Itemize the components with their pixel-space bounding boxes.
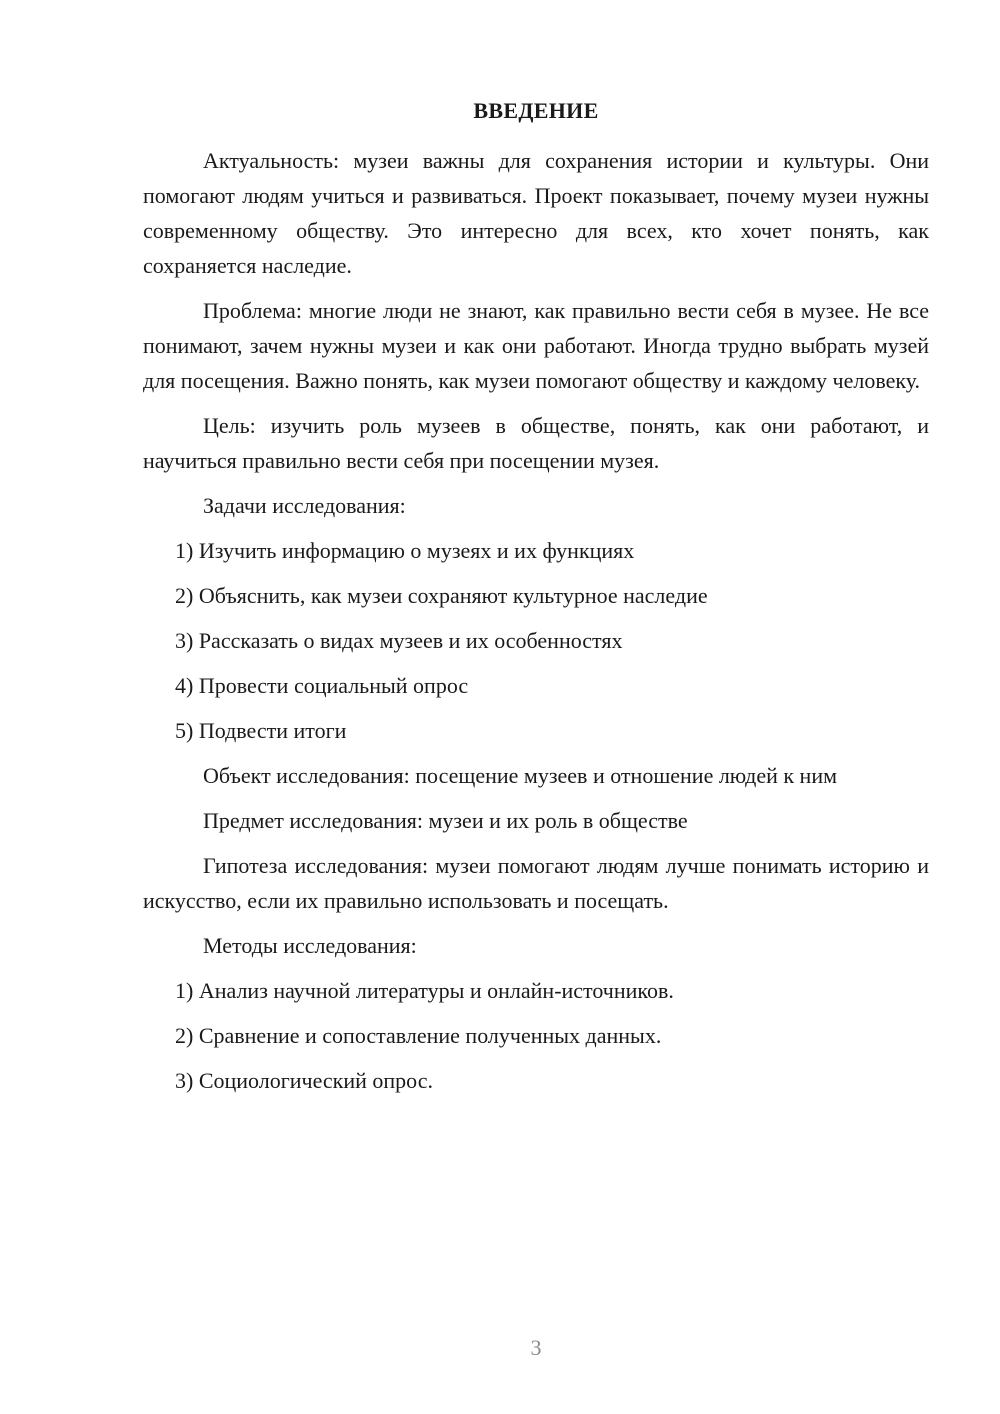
- list-item: 1) Анализ научной литературы и онлайн-источников.: [175, 978, 674, 1003]
- problem-paragraph: Проблема: многие люди не знают, как правильно вести себя в музее. Не все понимают, зачем нужны музеи и как они работают. Иногда трудно выбрать музей для посещения. Важно понять, как музеи помогают обществу и каждому человеку.: [143, 298, 929, 393]
- list-item: 4) Провести социальный опрос: [175, 673, 469, 698]
- object-paragraph: Объект исследования: посещение музеев и отношение людей к ним: [203, 763, 838, 788]
- list-item: 5) Подвести итоги: [175, 718, 347, 743]
- document-page: [143, 0, 929, 1414]
- list-item: 2) Сравнение и сопоставление полученных данных.: [175, 1023, 662, 1048]
- list-item: 3) Рассказать о видах музеев и их особенностях: [175, 628, 623, 653]
- tasks-list: [143, 533, 929, 748]
- document-body: [143, 143, 929, 1108]
- methods-title: Методы исследования:: [203, 933, 417, 958]
- page-title: ВВЕДЕНИЕ: [473, 98, 599, 123]
- tasks-title: Задачи исследования:: [203, 493, 406, 518]
- methods-list: [143, 973, 929, 1098]
- list-item: 3) Социологический опрос.: [175, 1068, 433, 1093]
- hypothesis-paragraph: Гипотеза исследования: музеи помогают людям лучше понимать историю и искусство, если их правильно использовать и посещать.: [143, 853, 929, 913]
- list-item: 2) Объяснить, как музеи сохраняют культурное наследие: [175, 583, 708, 608]
- subject-paragraph: Предмет исследования: музеи и их роль в обществе: [203, 808, 688, 833]
- goal-paragraph: Цель: изучить роль музеев в обществе, понять, как они работают, и научиться правильно вести себя при посещении музея.: [143, 413, 929, 473]
- list-item: 1) Изучить информацию о музеях и их функциях: [175, 538, 635, 563]
- relevance-paragraph: Актуальность: музеи важны для сохранения истории и культуры. Они помогают людям учиться и развиваться. Проект показывает, почему музеи нужны современному обществу. Это интересно для всех, кто хочет понять, как сохраняется наследие.: [143, 148, 929, 278]
- page-number: 3: [530, 1335, 542, 1360]
